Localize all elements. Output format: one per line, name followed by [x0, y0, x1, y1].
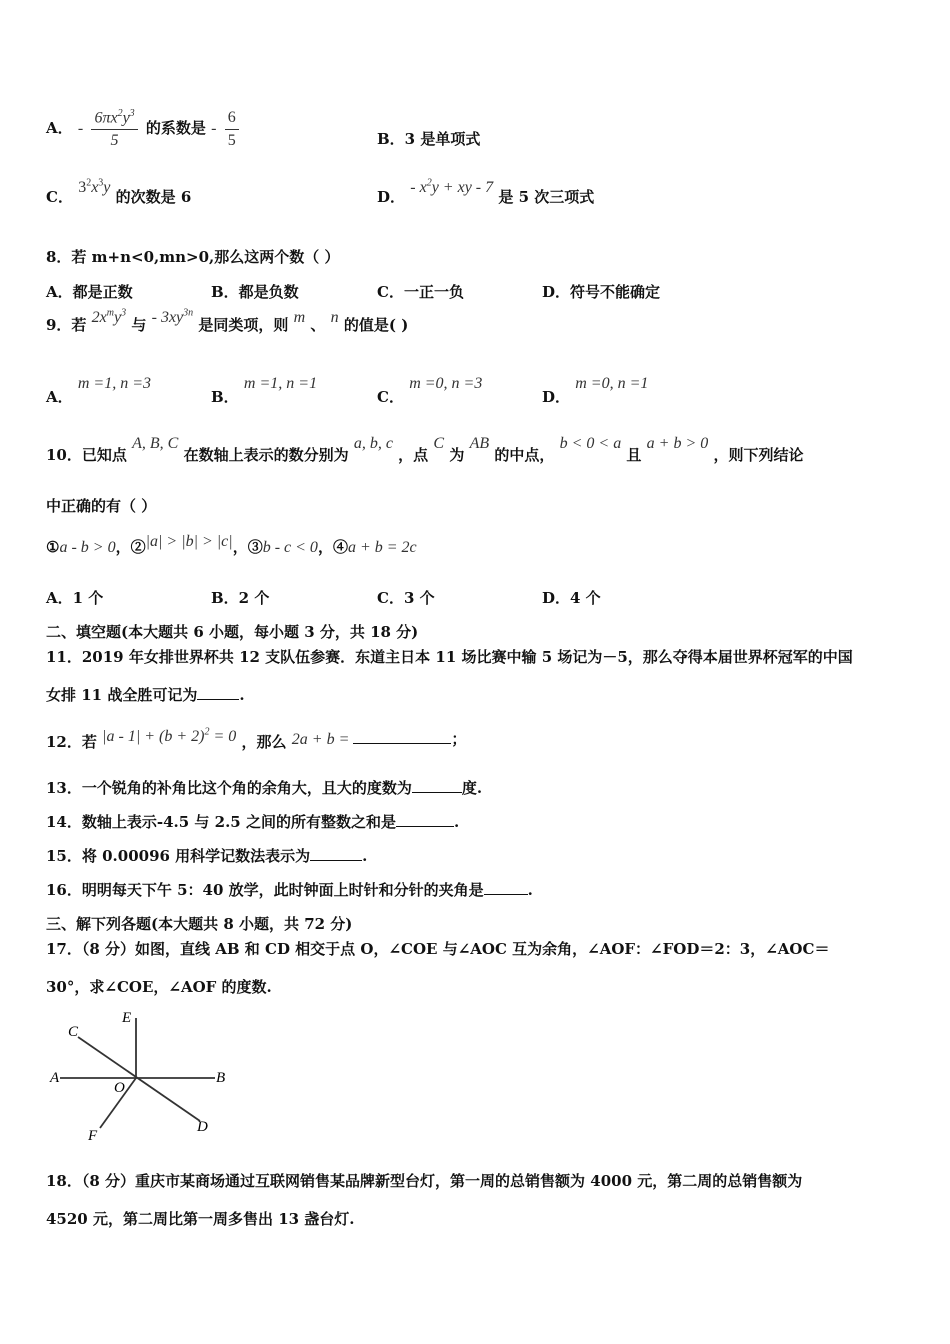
q8-option-b: B．都是负数 — [211, 283, 299, 301]
answer-blank[interactable] — [396, 812, 454, 827]
q9-option-b: B． m =1, n =1 — [211, 375, 318, 406]
answer-blank[interactable] — [353, 729, 451, 744]
answer-blank[interactable] — [484, 880, 528, 895]
answer-blank[interactable] — [197, 685, 239, 700]
label-c: C — [68, 1024, 79, 1040]
q18-line1: 18．（8 分）重庆市某商场通过互联网销售某品牌新型台灯，第一周的总销售额为 4000 元，第二周的总销售额为 — [46, 1172, 803, 1190]
q8-option-c: C．一正一负 — [377, 283, 464, 301]
q15: 15．将 0.00096 用科学记数法表示为 . — [46, 847, 368, 865]
q10-option-d: D．4 个 — [542, 589, 601, 607]
q7-option-a: A． - $\frac{6\pi x^2y^3}{5}$ 的系数是 - $\frac{6}{5}$ — [46, 108, 242, 150]
answer-blank[interactable] — [310, 846, 362, 861]
label-d: D — [197, 1119, 208, 1135]
q9-option-d: D． m =0, n =1 — [542, 375, 649, 406]
q18-line2: 4520 元，第二周比第一周多售出 13 盏台灯. — [46, 1210, 355, 1228]
q10-stem: 10．已知点 A, B, C 在数轴上表示的数分别为 a, b, c ，点 C 为 AB 的中点， b < 0 < a 且 a + b > 0 ，则下列结论 — [46, 435, 804, 464]
q10-option-b: B．2 个 — [211, 589, 270, 607]
label-a: A — [50, 1070, 60, 1086]
label-o: O — [114, 1080, 125, 1096]
q11-line2: 女排 11 战全胜可记为 . — [46, 686, 245, 704]
q9-option-c: C． m =0, n =3 — [377, 375, 483, 406]
q8-option-d: D．符号不能确定 — [542, 283, 661, 301]
q7-option-b: B．3 是单项式 — [377, 130, 481, 148]
answer-blank[interactable] — [412, 778, 462, 793]
q10-stem-line2: 中正确的有（ ） — [46, 497, 157, 515]
q14: 14．数轴上表示-4.5 与 2.5 之间的所有整数之和是 . — [46, 813, 460, 831]
q10-option-c: C．3 个 — [377, 589, 435, 607]
q17-line1: 17．（8 分）如图，直线 AB 和 CD 相交于点 O，∠COE 与∠AOC 互为余角，∠AOF：∠FOD＝2：3，∠AOC＝ — [46, 940, 830, 958]
q9-option-a: A． m =1, n =3 — [46, 375, 152, 406]
q10-statements: ①a - b > 0，②|a| > |b| > |c|，③b - c < 0，④a + b = 2c — [46, 533, 417, 556]
section2-title: 二、填空题(本大题共 6 小题，每小题 3 分，共 18 分) — [46, 623, 419, 641]
q8-option-a: A．都是正数 — [46, 283, 133, 301]
q7-a-fraction: $\frac{6\pi x^2y^3}{5}$ — [91, 108, 137, 150]
q8-stem: 8．若 m+n<0,mn>0,那么这两个数（ ） — [46, 248, 340, 266]
q9-stem: 9．若 $2x^my^3$ 与 - $3xy^{3n}$ 是同类项，则 m 、 n 的值是( ) — [46, 307, 409, 334]
q7-option-d: D． - $x^2y$ + xy - 7 是 5 次三项式 — [377, 177, 595, 206]
label-b: B — [216, 1070, 226, 1086]
q10-option-a: A．1 个 — [46, 589, 104, 607]
q13: 13．一个锐角的补角比这个角的余角大，且大的度数为 度. — [46, 779, 483, 797]
q11-line1: 11．2019 年女排世界杯共 12 支队伍参赛．东道主日本 11 场比赛中输 5 场记为－5，那么夺得本届世界杯冠军的中国 — [46, 648, 853, 666]
label-f: F — [88, 1128, 98, 1144]
q16: 16．明明每天下午 5：40 放学，此时钟面上时针和分针的夹角是 . — [46, 881, 533, 899]
q17-line2: 30°，求∠COE，∠AOF 的度数. — [46, 978, 272, 996]
section3-title: 三、解下列各题(本大题共 8 小题，共 72 分) — [46, 915, 353, 933]
q12: 12．若 $|a - 1| + (b + 2)^2 = 0$ ，那么 2a + b = ； — [46, 726, 467, 751]
q17-geometry-figure — [40, 1000, 250, 1150]
q7-option-c: C． $3^2x^3y$ 的次数是 6 — [46, 177, 192, 206]
line-cd — [78, 1037, 200, 1121]
label-e: E — [122, 1010, 132, 1026]
